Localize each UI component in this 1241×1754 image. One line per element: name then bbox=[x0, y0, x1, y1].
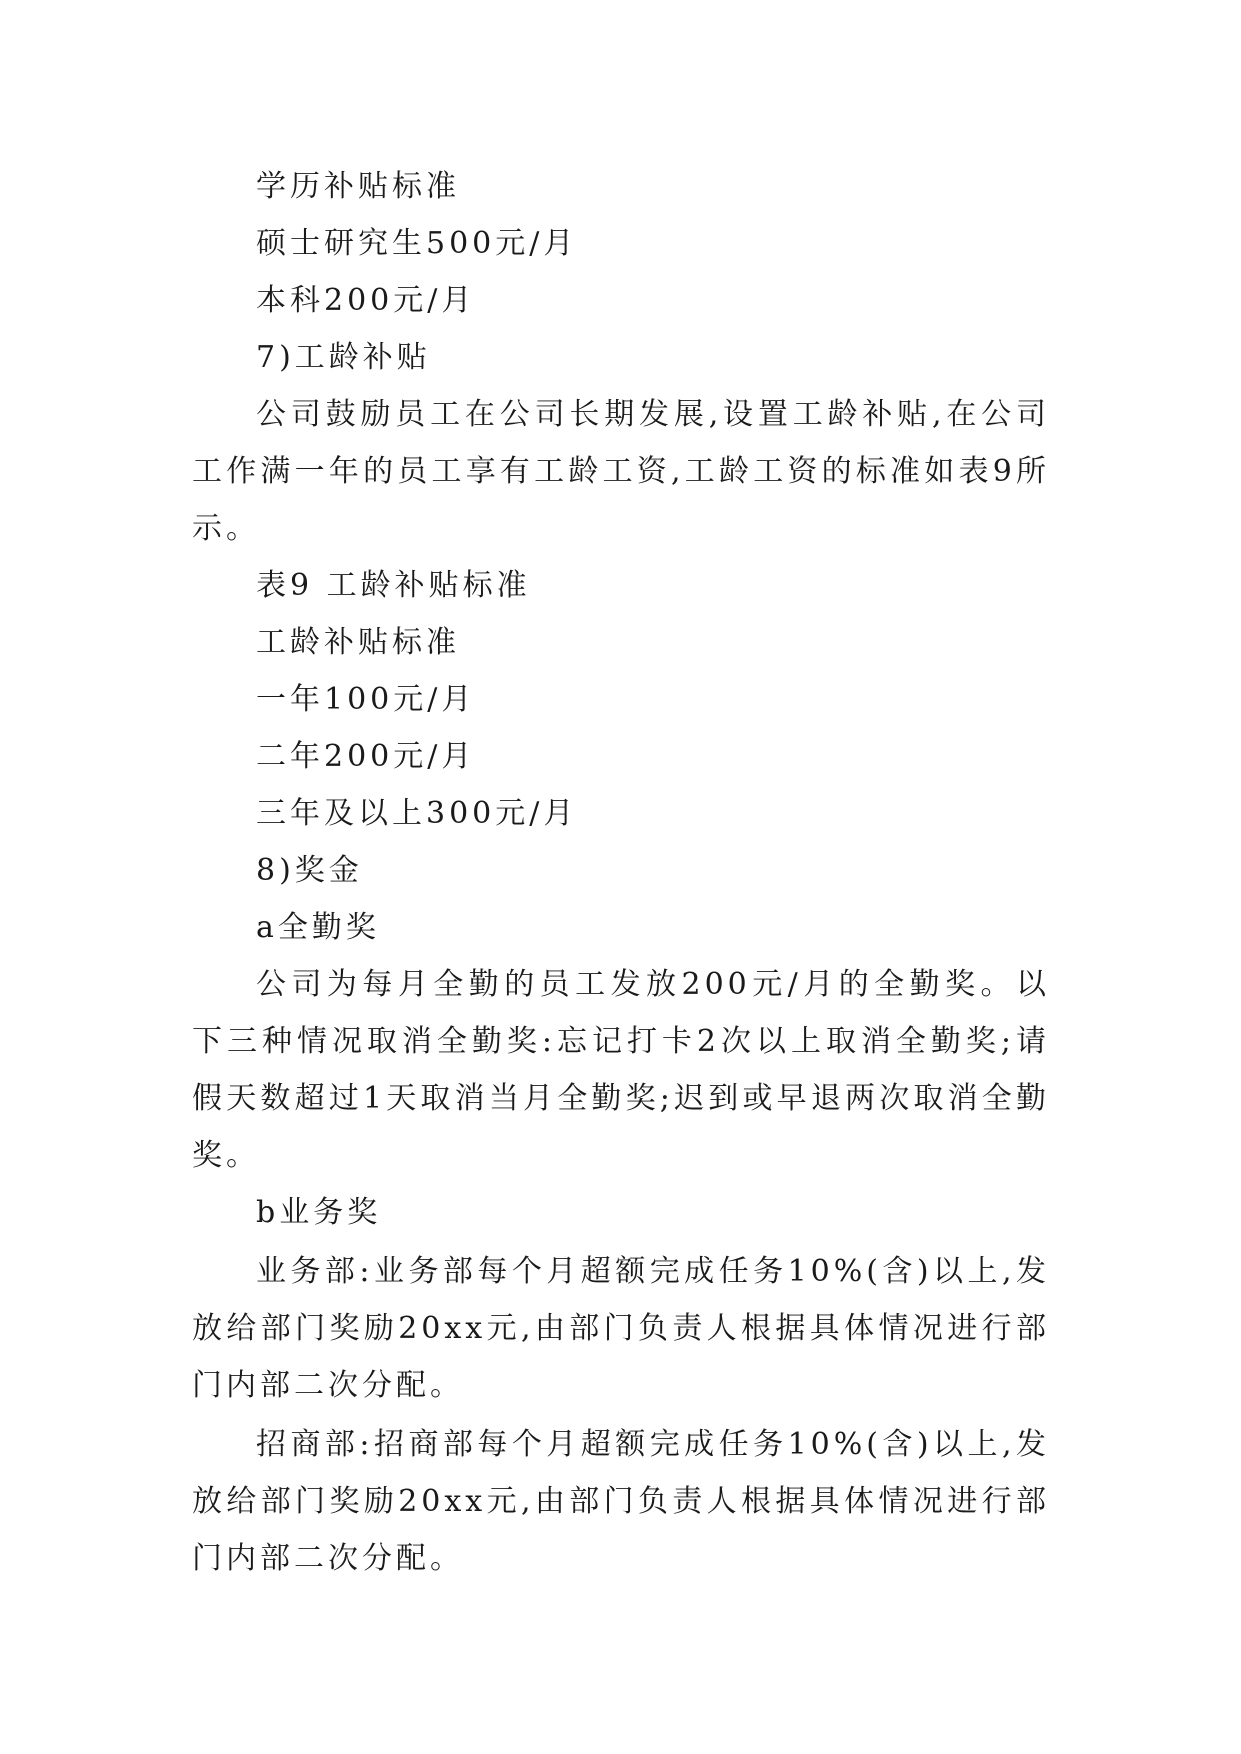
paragraph-seniority-standard-heading: 工龄补贴标准 bbox=[256, 625, 460, 660]
section-heading-seniority-allowance: 7)工龄补贴 bbox=[256, 340, 431, 375]
paragraph-masters-allowance: 硕士研究生500元/月 bbox=[256, 226, 578, 261]
paragraph-seniority-description: 公司鼓励员工在公司长期发展,设置工龄补贴,在公司工作满一年的员工享有工龄工资,工龄工资的标准如表9所示。 bbox=[192, 397, 1050, 546]
subheading-attendance-bonus: a全勤奖 bbox=[256, 910, 380, 945]
paragraph-seniority-two-years: 二年200元/月 bbox=[256, 739, 476, 774]
table-caption-seniority: 表9 工龄补贴标准 bbox=[256, 568, 531, 603]
paragraph-seniority-one-year: 一年100元/月 bbox=[256, 682, 476, 717]
subheading-business-bonus: b业务奖 bbox=[256, 1195, 382, 1230]
paragraph-business-department-bonus: 业务部:业务部每个月超额完成任务10%(含)以上,发放给部门奖励20xx元,由部门负责人根据具体情况进行部门内部二次分配。 bbox=[192, 1254, 1050, 1403]
document-body bbox=[192, 158, 1050, 1587]
paragraph-education-allowance-heading: 学历补贴标准 bbox=[256, 169, 460, 204]
paragraph-attendance-bonus: 公司为每月全勤的员工发放200元/月的全勤奖。以下三种情况取消全勤奖:忘记打卡2次以上取消全勤奖;请假天数超过1天取消当月全勤奖;迟到或早退两次取消全勤奖。 bbox=[192, 967, 1050, 1173]
section-heading-bonus: 8)奖金 bbox=[256, 853, 363, 888]
paragraph-bachelor-allowance: 本科200元/月 bbox=[256, 283, 476, 318]
paragraph-seniority-three-years: 三年及以上300元/月 bbox=[256, 796, 578, 831]
paragraph-investment-department-bonus: 招商部:招商部每个月超额完成任务10%(含)以上,发放给部门奖励20xx元,由部门负责人根据具体情况进行部门内部二次分配。 bbox=[192, 1427, 1050, 1576]
